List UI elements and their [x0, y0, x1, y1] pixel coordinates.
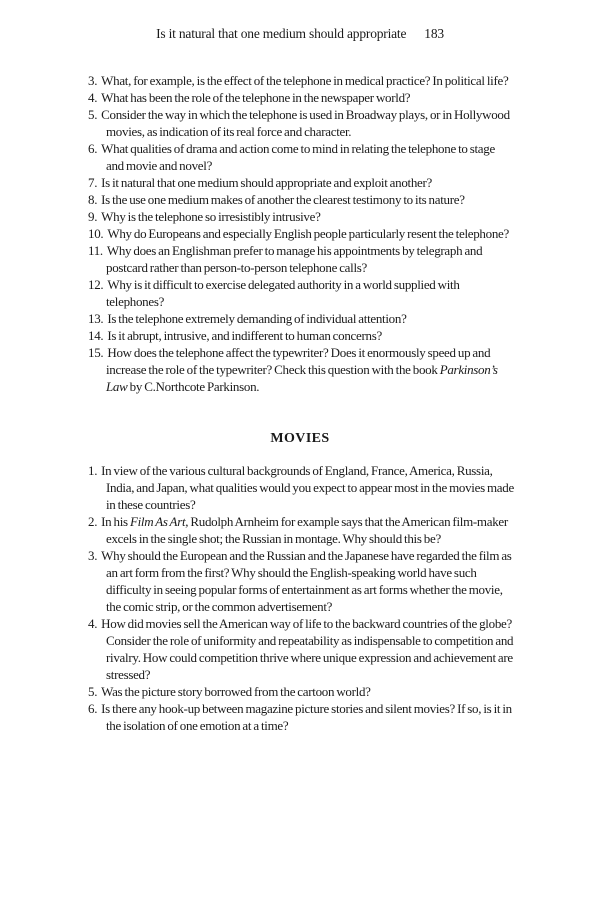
- question-text: Is the use one medium makes of another the clearest testimony to its nature?: [101, 192, 465, 207]
- question-number: 8.: [88, 192, 98, 207]
- question-item: [88, 683, 514, 700]
- question-item: [88, 106, 514, 140]
- question-number: 9.: [88, 209, 98, 224]
- question-number: 10.: [88, 226, 104, 241]
- question-item: [88, 140, 514, 174]
- question-number: 5.: [88, 107, 98, 122]
- question-text: What, for example, is the effect of the telephone in medical practice? In political life?: [101, 73, 509, 88]
- question-text: Why is the telephone so irresistibly intrusive?: [101, 209, 321, 224]
- question-number: 7.: [88, 175, 98, 190]
- question-number: 2.: [88, 514, 98, 529]
- running-title: Is it natural that one medium should appropriate: [156, 26, 407, 41]
- question-number: 11.: [88, 243, 103, 258]
- question-text: Is the telephone extremely demanding of individual attention?: [107, 311, 407, 326]
- question-text: Consider the way in which the telephone is used in Broadway plays, or in Hollywood movies, as indication of its real force and character.: [101, 107, 510, 139]
- question-text: Why do Europeans and especially English people particularly resent the telephone?: [107, 226, 509, 241]
- question-item: [88, 191, 514, 208]
- question-number: 5.: [88, 684, 98, 699]
- question-text: Why is it difficult to exercise delegated authority in a world supplied with telephones?: [106, 277, 460, 309]
- question-number: 3.: [88, 73, 98, 88]
- page-number: 183: [424, 26, 444, 41]
- question-item: [88, 547, 514, 615]
- section-heading-movies: MOVIES: [270, 431, 330, 446]
- question-item: [88, 225, 514, 242]
- question-item: [88, 89, 514, 106]
- question-text: In his Film As Art, Rudolph Arnheim for example says that the American film-maker excels in the single shot; the Russian in montage. Why should this be?: [101, 514, 508, 546]
- question-item: [88, 327, 514, 344]
- question-number: 14.: [88, 328, 104, 343]
- question-item: [88, 72, 514, 89]
- question-text: Is it abrupt, intrusive, and indifferent to human concerns?: [107, 328, 382, 343]
- question-text: Was the picture story borrowed from the cartoon world?: [101, 684, 371, 699]
- question-item: [88, 615, 514, 683]
- question-item: [88, 462, 514, 513]
- question-number: 4.: [88, 616, 98, 631]
- question-number: 13.: [88, 311, 104, 326]
- question-item: [88, 174, 514, 191]
- question-text: What has been the role of the telephone in the newspaper world?: [101, 90, 411, 105]
- question-number: 6.: [88, 141, 98, 156]
- question-item: [88, 344, 514, 395]
- question-text: How did movies sell the American way of life to the backward countries of the globe? Consider the role of uniformity and repeatability as indispensable to competition and rivalry. How could competition thrive where unique expression and achievement are stressed?: [101, 616, 514, 682]
- question-number: 12.: [88, 277, 104, 292]
- question-text: How does the telephone affect the typewriter? Does it enormously speed up and increase the role of the typewriter? Check this question with the book Parkinson’s Law by C.Northcote Parkinson.: [106, 345, 498, 394]
- question-item: [88, 208, 514, 225]
- movies-question-list: [88, 462, 514, 734]
- question-text: Why should the European and the Russian and the Japanese have regarded the film as an art form from the first? Why should the English-speaking world have such difficulty in seeing popular forms of entertainment as art forms whether the movie, the comic strip, or the common advertisement?: [101, 548, 512, 614]
- question-item: [88, 310, 514, 327]
- question-number: 6.: [88, 701, 98, 716]
- telephone-question-list: [88, 72, 514, 395]
- question-number: 15.: [88, 345, 104, 360]
- question-number: 1.: [88, 463, 98, 478]
- question-text: Is there any hook-up between magazine picture stories and silent movies? If so, is it in the isolation of one emotion at a time?: [101, 701, 512, 733]
- question-number: 3.: [88, 548, 98, 563]
- question-item: [88, 700, 514, 734]
- question-text: Is it natural that one medium should appropriate and exploit another?: [101, 175, 433, 190]
- running-head: [0, 0, 600, 42]
- question-item: [88, 513, 514, 547]
- question-number: 4.: [88, 90, 98, 105]
- question-item: [88, 276, 514, 310]
- question-text: What qualities of drama and action come to mind in relating the telephone to stage and movie and novel?: [101, 141, 495, 173]
- question-text: Why does an Englishman prefer to manage his appointments by telegraph and postcard rather than person-to-person telephone calls?: [106, 243, 483, 275]
- question-item: [88, 242, 514, 276]
- question-text: In view of the various cultural backgrounds of England, France, America, Russia, India, and Japan, what qualities would you expect to appear most in the movies made in these countries?: [101, 463, 514, 512]
